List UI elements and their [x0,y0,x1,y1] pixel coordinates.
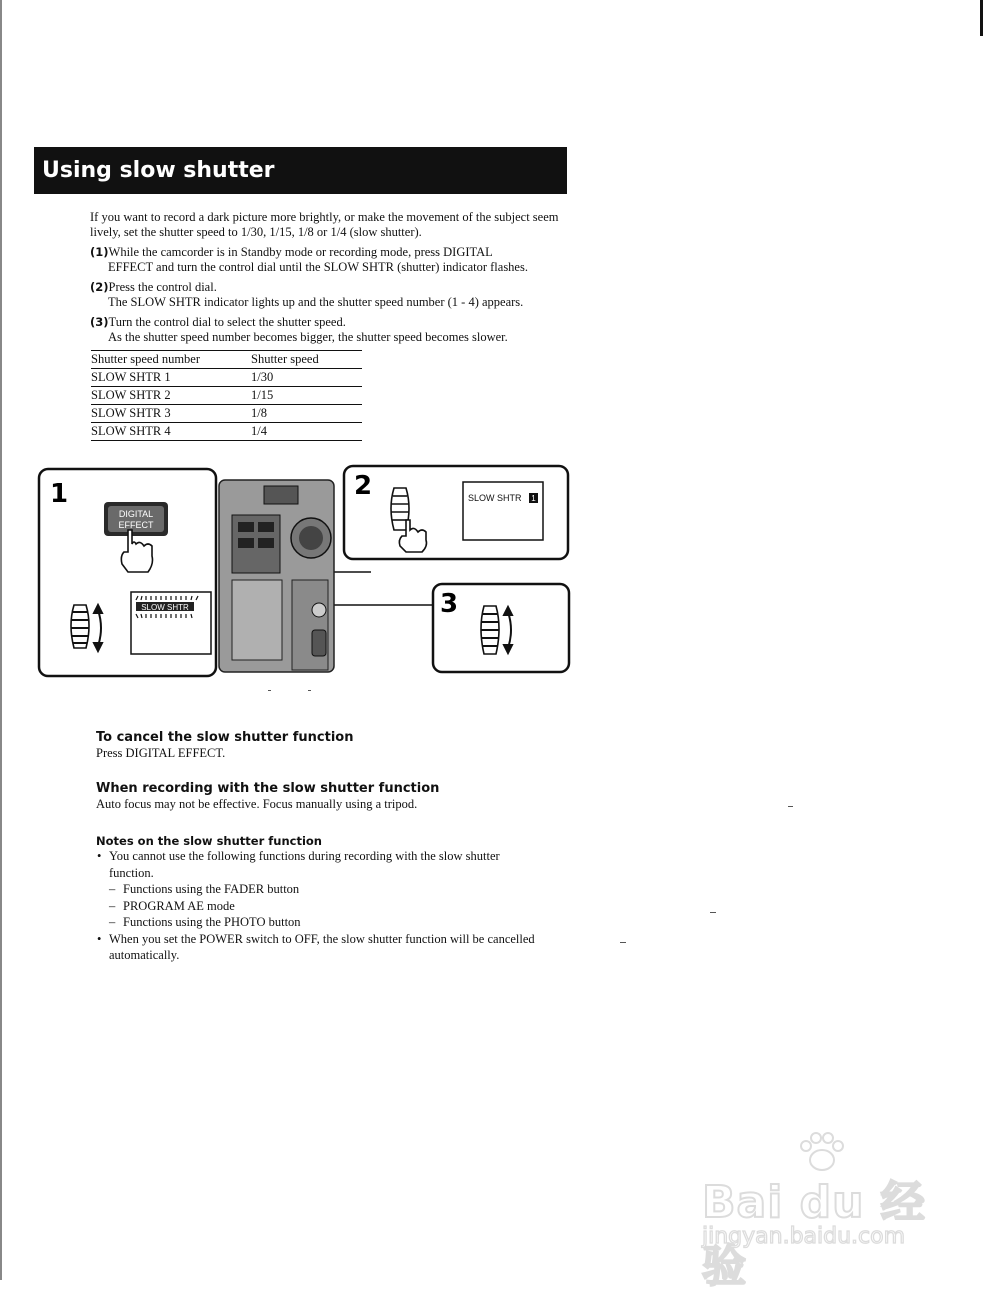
note-item [96,931,576,964]
table-cell: SLOW SHTR 1 [91,369,251,387]
recording-body: Auto focus may not be effective. Focus manually using a tripod. [96,797,418,811]
scan-edge-right [980,0,983,36]
step-1 [90,245,590,275]
recording-title: When recording with the slow shutter function [96,781,440,796]
step-text: While the camcorder is in Standby mode or recording mode, press DIGITAL [108,245,493,259]
table-row [91,387,362,405]
watermark-brand: Bai du 经验 [702,1177,926,1292]
note-text-cont: function. [109,865,154,880]
procedure-figure [36,460,576,700]
shutter-speed-table [91,350,362,441]
section-title: Using slow shutter [42,158,275,183]
note-sub-item: – PROGRAM AE mode [96,898,576,915]
note-sub-item: – Functions using the FADER button [96,881,576,898]
camcorder-illustration [219,480,334,672]
step-text: Turn the control dial to select the shutter speed. [108,315,346,329]
table-cell: SLOW SHTR 2 [91,387,251,405]
step-text-cont: EFFECT and turn the control dial until the SLOW SHTR (shutter) indicator flashes. [108,260,528,274]
table-cell: SLOW SHTR 3 [91,405,251,423]
watermark-url: jingyan.baidu.com [702,1224,906,1249]
table-row [91,369,362,387]
table-cell: 1/15 [251,387,362,405]
table-header: Shutter speed [251,351,362,369]
step-text-cont: As the shutter speed number becomes bigger, the shutter speed becomes slower. [108,330,508,344]
lcd-number: 1 [531,494,536,503]
table-header-row [91,351,362,369]
lcd-screen-flashing [131,592,211,654]
cancel-body: Press DIGITAL EFFECT. [96,746,226,760]
note-text: • When you set the POWER switch to OFF, the slow shutter function will be cancelled [109,931,535,946]
scan-speck [620,942,626,943]
table-row [91,405,362,423]
step-number: (2) [90,280,109,294]
notes-list [96,848,576,964]
scan-speck [788,806,793,807]
notes-title: Notes on the slow shutter function [96,834,322,848]
scan-speck [710,912,716,913]
steps-list [90,245,590,350]
intro-paragraph: If you want to record a dark picture more brightly, or make the movement of the subject seem lively, set the shutter speed to 1/30, 1/15, 1/8 or 1/4 (slow shutter). [90,210,559,239]
callout-number: 2 [354,471,373,501]
scan-speck [308,690,311,691]
callout-number: 1 [50,479,69,509]
note-item [96,848,576,881]
step-number: (1) [90,245,109,259]
note-sub-item: – Functions using the PHOTO button [96,914,576,931]
step-3 [90,315,590,345]
table-row [91,423,362,441]
step-text-cont: The SLOW SHTR indicator lights up and the shutter speed number (1 - 4) appears. [108,295,524,309]
note-text: • You cannot use the following functions during recording with the slow shutter [109,849,500,863]
lcd-screen [463,482,543,540]
table-cell: SLOW SHTR 4 [91,423,251,441]
lcd-flashing-label: SLOW SHTR [141,603,189,612]
scan-speck [268,690,271,691]
step-number: (3) [90,315,109,329]
section-title-bar [34,147,567,194]
step-2 [90,280,590,310]
control-dial-icon [71,605,89,648]
table-cell: 1/30 [251,369,362,387]
digital-effect-button [104,502,168,536]
lcd-label: SLOW SHTR [468,493,522,503]
note-text-cont: automatically. [109,948,180,962]
cancel-title: To cancel the slow shutter function [96,730,354,745]
baidu-watermark [700,1140,940,1292]
control-dial-icon [481,606,499,654]
table-cell: 1/4 [251,423,362,441]
step-text: Press the control dial. [108,280,217,294]
callout-number: 3 [440,589,459,619]
button-label: DIGITAL [118,509,154,519]
button-label: EFFECT [118,520,154,530]
table-cell: 1/8 [251,405,362,423]
table-header: Shutter speed number [91,351,251,369]
scan-edge-left [0,0,2,1280]
